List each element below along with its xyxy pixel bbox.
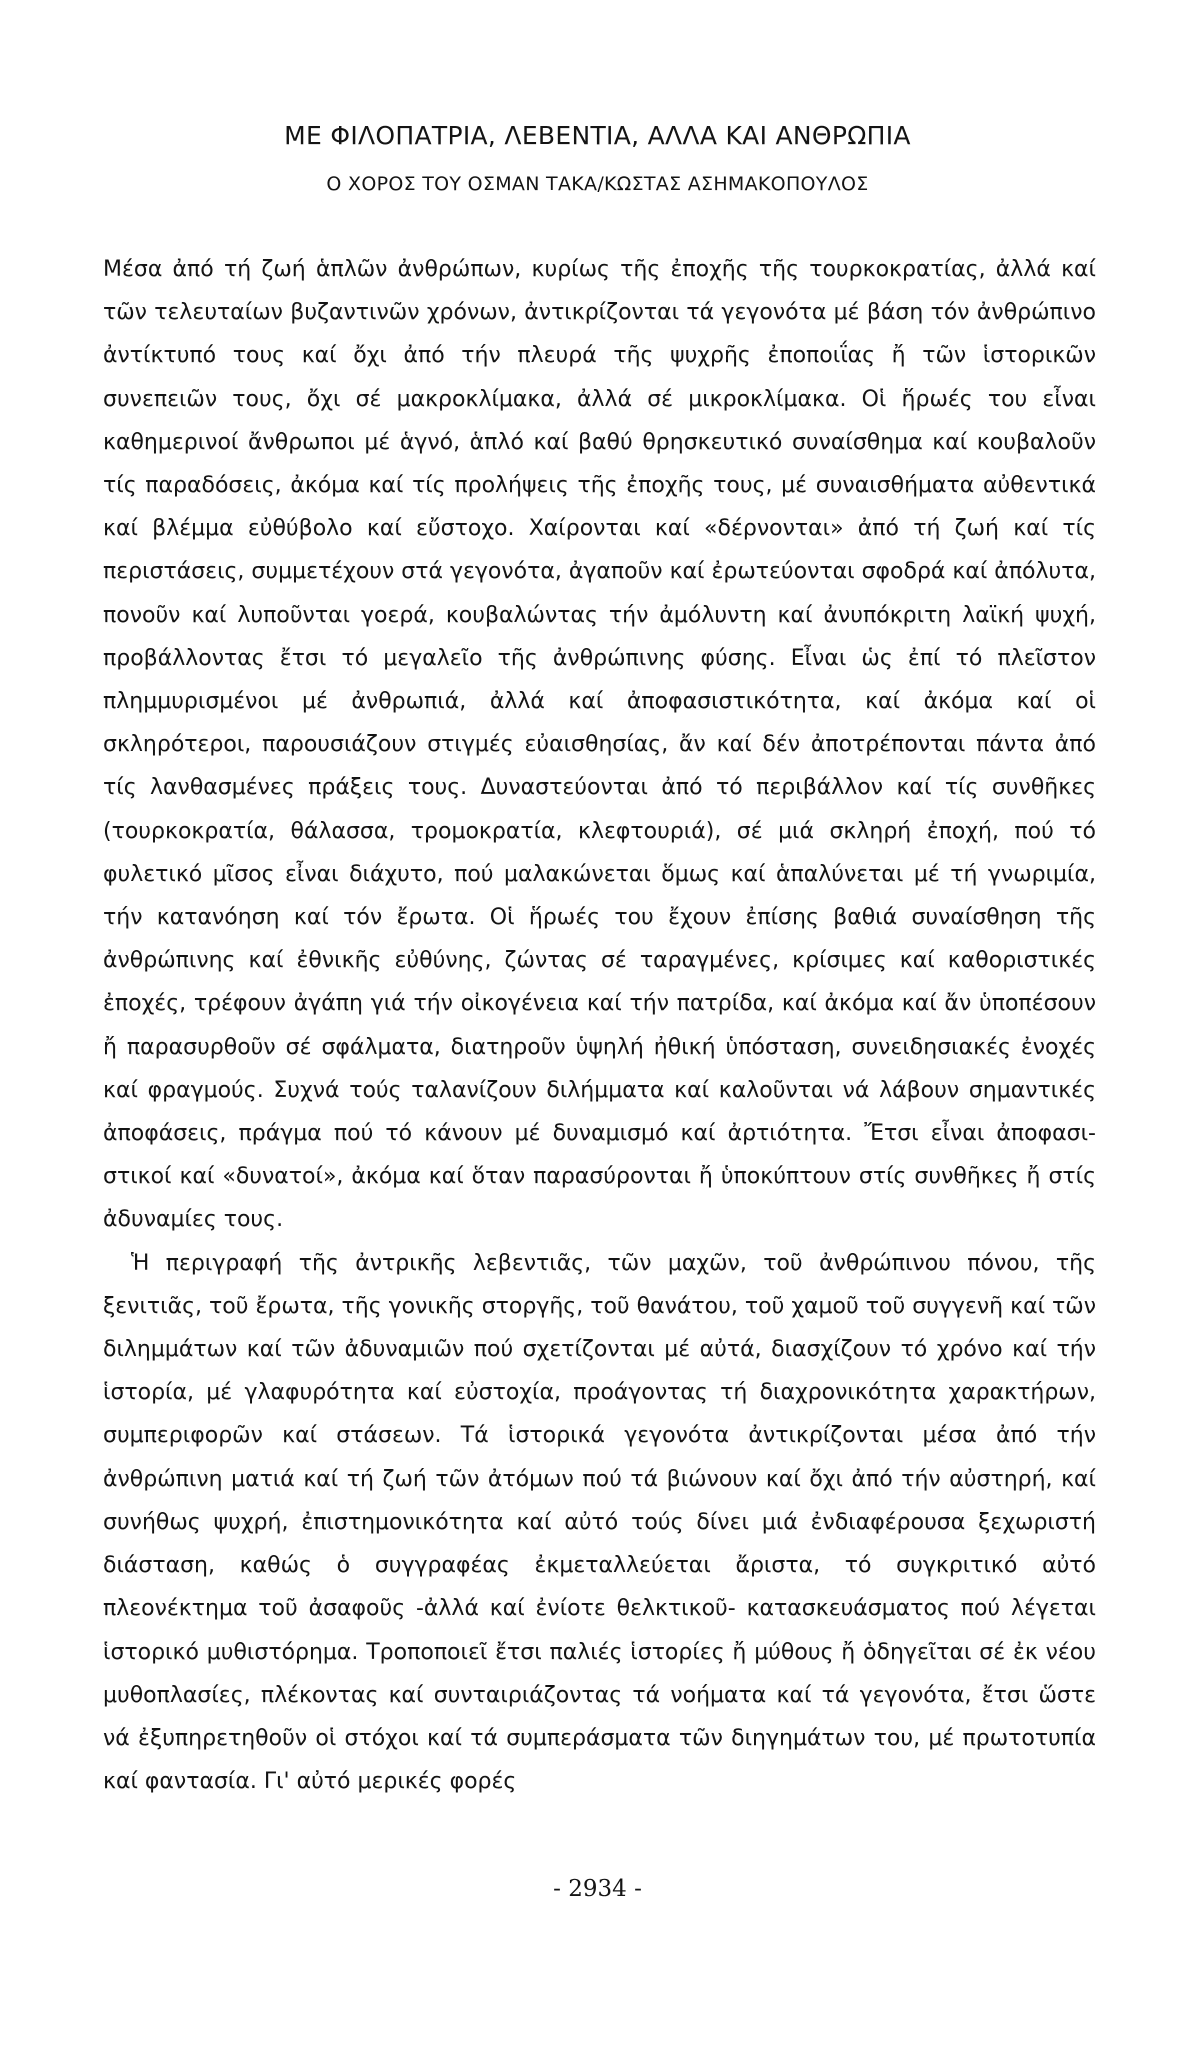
- article-title: ΜΕ ΦΙΛΟΠΑΤΡΙΑ, ΛΕΒΕΝΤΙΑ, ΑΛΛΑ ΚΑΙ ΑΝΘΡΩΠΙΑ: [284, 121, 911, 150]
- body-paragraph-2: Ἡ περιγραφή τῆς ἀντρικῆς λεβεντιᾶς, τῶν μαχῶν, τοῦ ἀνθρώπινου πόνου, τῆς ξενιτιᾶς, τοῦ ἔρωτα, τῆς γονικῆς στοργῆς, τοῦ θανάτου, τοῦ χαμοῦ τοῦ συγγενῆ καί τῶν διλημμάτων καί τῶν ἀδυναμιῶν πού σχετίζονται μέ αὐτά, διασχίζουν τό χρόνο καί τήν ἱστορία, μέ γλαφυρότητα καί εὐστοχία, προάγοντας τή διαχρονικότητα χαρακτήρων, συμπεριφορῶν καί στάσεων. Τά ἱστορικά γεγονότα ἀντικρίζονται μέσα ἀπό τήν ἀνθρώπινη ματιά καί τή ζωή τῶν ἀτόμων πού τά βιώνουν καί ὄχι ἀπό τήν αὐστηρή, καί συνήθως ψυχρή, ἐπιστημονικότητα καί αὐτό τούς δίνει μιά ἐνδιαφέρουσα ξεχωριστή διάσταση, καθώς ὁ συγγραφέας ἐκμεταλλεύεται ἄριστα, τό συγκριτικό αὐτό πλεονέκτημα τοῦ ἀσαφοῦς -ἀλλά καί ἐνίοτε θελκτικοῦ- κατασκευάσματος πού λέγεται ἱστορικό μυθιστόρημα. Τροποποιεῖ ἔτσι παλιές ἱστορίες ἤ μύθους ἤ ὁδηγεῖται σέ ἐκ νέου μυθοπλασίες, πλέκοντας καί συνταιριάζοντας τά νοήματα καί τά γεγονότα, ἔτσι ὥστε νά ἐξυπηρετηθοῦν οἱ στόχοι καί τά συμπεράσματα τῶν διηγημάτων του, μέ πρωτοτυπία καί φαντασία. Γι' αὐτό μερικές φορές: [103, 1250, 1096, 1795]
- article-subtitle: Ο ΧΟΡΟΣ ΤΟΥ ΟΣΜΑΝ ΤΑΚΑ/ΚΩΣΤΑΣ ΑΣΗΜΑΚΟΠΟΥΛΟΣ: [326, 173, 869, 195]
- body-paragraph-1: Μέσα ἀπό τή ζωή ἁπλῶν ἀνθρώπων, κυρίως τῆς ἐποχῆς τῆς τουρκοκρατίας, ἀλλά καί τῶν τελευταίων βυζαντινῶν χρόνων, ἀντικρίζονται τά γεγονότα μέ βάση τόν ἀνθρώπινο ἀντίκτυπό τους καί ὄχι ἀπό τήν πλευρά τῆς ψυχρῆς ἐποποιΐας ἤ τῶν ἱστορικῶν συνεπειῶν τους, ὄχι σέ μακροκλίμακα, ἀλλά σέ μικροκλίμακα. Οἱ ἥρωές του εἶναι καθημερινοί ἄνθρωποι μέ ἁγνό, ἁπλό καί βαθύ θρησκευτικό συναίσθημα καί κουβαλοῦν τίς παραδόσεις, ἀκόμα καί τίς προλήψεις τῆς ἐποχῆς τους, μέ συναισθήματα αὐθεντικά καί βλέμμα εὐθύβολο καί εὔστοχο. Χαίρονται καί «δέρνονται» ἀπό τή ζωή καί τίς περιστάσεις, συμμετέχουν στά γεγονότα, ἀγαποῦν καί ἐρωτεύονται σφοδρά καί ἀπόλυτα, πονοῦν καί λυποῦνται γοερά, κουβαλώντας τήν ἀμόλυντη καί ἀνυπόκριτη λαϊκή ψυχή, προβάλλοντας ἔτσι τό μεγαλεῖο τῆς ἀνθρώπινης φύσης. Εἶναι ὡς ἐπί τό πλεῖστον πλημμυρισμένοι μέ ἀνθρωπιά, ἀλλά καί ἀποφασιστικότητα, καί ἀκόμα καί οἱ σκληρότεροι, παρουσιάζουν στιγμές εὐαισθησίας, ἄν καί δέν ἀποτρέπονται πάντα ἀπό τίς λανθασμένες πράξεις τους. Δυναστεύονται ἀπό τό περιβάλλον καί τίς συνθῆκες (τουρκοκρατία, θάλασσα, τρομοκρατία, κλεφτουριά), σέ μιά σκληρή ἐποχή, πού τό φυλετικό μῖσος εἶναι διάχυτο, πού μαλακώνεται ὅμως καί ἁπαλύνεται μέ τή γνωριμία, τήν κατανόηση καί τόν ἔρωτα. Οἱ ἥρωές του ἔχουν ἐπίσης βαθιά συναίσθηση τῆς ἀνθρώπινης καί ἐθνικῆς εὐθύνης, ζώντας σέ ταραγμένες, κρίσιμες καί καθοριστικές ἐποχές, τρέφουν ἀγάπη γιά τήν οἰκογένεια καί τήν πατρίδα, καί ἀκόμα καί ἄν ὑποπέσουν ἤ παρασυρθοῦν σέ σφάλματα, διατηροῦν ὑψηλή ἠθική ὑπόσταση, συνειδησιακές ἐνοχές καί φραγμούς. Συχνά τούς ταλανίζουν διλήμματα καί καλοῦνται νά λάβουν σημαντικές ἀποφάσεις, πράγμα πού τό κάνουν μέ δυναμισμό καί ἀρτιότητα. Ἔτσι εἶναι ἀποφασιστικοί καί «δυνατοί», ἀκόμα καί ὅταν παρασύρονται ἤ ὑποκύπτουν στίς συνθῆκες ἤ στίς ἀδυναμίες τους.: [103, 257, 1097, 1233]
- article-body: [103, 248, 1096, 1803]
- page-number: - 2934 -: [553, 1876, 642, 1902]
